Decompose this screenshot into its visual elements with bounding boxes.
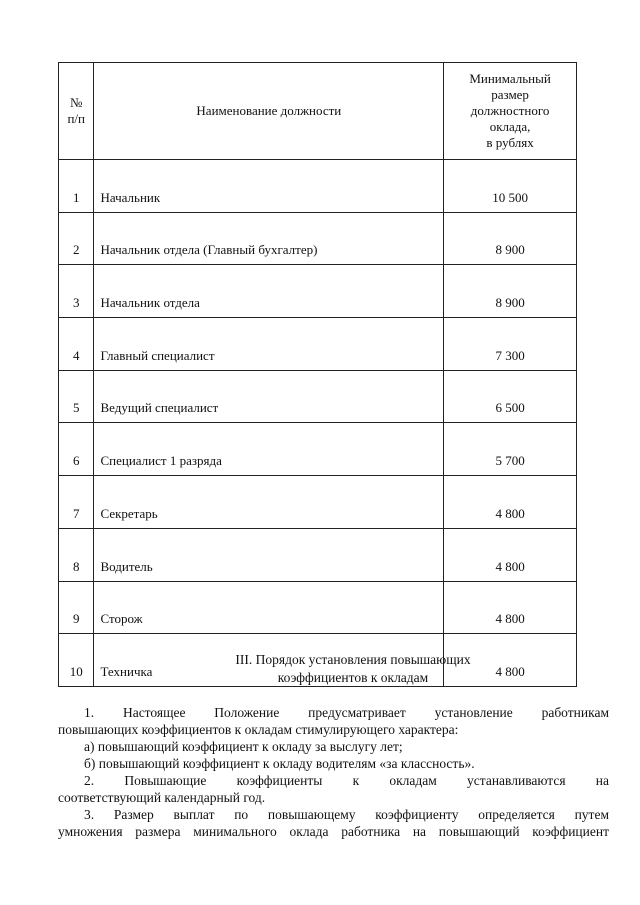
paragraph-1-line-1: 1. Настоящее Положение предусматривает установление работникам bbox=[84, 705, 609, 720]
header-min-salary bbox=[444, 63, 577, 160]
row-position: Начальник bbox=[94, 160, 444, 213]
table-row bbox=[59, 318, 577, 371]
row-salary: 6 500 bbox=[444, 370, 577, 423]
row-salary: 4 800 bbox=[444, 581, 577, 634]
header-salary-line: Минимальный bbox=[469, 71, 551, 86]
table-header-row bbox=[59, 63, 577, 160]
row-salary: 10 500 bbox=[444, 160, 577, 213]
table-row bbox=[59, 265, 577, 318]
row-salary: 4 800 bbox=[444, 476, 577, 529]
header-num bbox=[59, 63, 94, 160]
row-salary: 5 700 bbox=[444, 423, 577, 476]
paragraph-2-line-1: 2. Повышающие коэффициенты к окладам устанавливаются на bbox=[84, 773, 609, 788]
row-salary: 4 800 bbox=[444, 634, 577, 687]
paragraph-3-line-1: 3. Размер выплат по повышающему коэффициенту определяется путем bbox=[84, 807, 609, 822]
row-position: Секретарь bbox=[94, 476, 444, 529]
table-row bbox=[59, 160, 577, 213]
header-position-name: Наименование должности bbox=[94, 63, 444, 160]
salary-table bbox=[58, 62, 577, 687]
row-position: Специалист 1 разряда bbox=[94, 423, 444, 476]
row-position: Главный специалист bbox=[94, 318, 444, 371]
row-salary: 8 900 bbox=[444, 212, 577, 265]
row-salary: 8 900 bbox=[444, 265, 577, 318]
paragraph-2-line-2: соответствующий календарный год. bbox=[58, 790, 266, 805]
section-title bbox=[58, 651, 640, 687]
row-salary: 4 800 bbox=[444, 528, 577, 581]
row-num: 9 bbox=[59, 581, 94, 634]
paragraph-3-line-2: умножения размера минимального оклада работника на повышающий коэффициент bbox=[58, 824, 609, 839]
row-num: 3 bbox=[59, 265, 94, 318]
row-num: 4 bbox=[59, 318, 94, 371]
row-position: Техничка bbox=[94, 634, 444, 687]
row-position: Водитель bbox=[94, 528, 444, 581]
table-row bbox=[59, 370, 577, 423]
section-title-line: III. Порядок установления повышающих bbox=[235, 652, 471, 667]
row-num: 7 bbox=[59, 476, 94, 529]
list-item-a: а) повышающий коэффициент к окладу за выслугу лет; bbox=[84, 739, 403, 754]
paragraph-1-line-2: повышающих коэффициентов к окладам стимулирующего характера: bbox=[58, 722, 459, 737]
table-row bbox=[59, 528, 577, 581]
row-position: Ведущий специалист bbox=[94, 370, 444, 423]
header-salary-line: в рублях bbox=[486, 135, 534, 150]
header-num-line: № bbox=[70, 95, 83, 110]
row-num: 6 bbox=[59, 423, 94, 476]
row-salary: 7 300 bbox=[444, 318, 577, 371]
row-position: Начальник отдела (Главный бухгалтер) bbox=[94, 212, 444, 265]
row-position: Начальник отдела bbox=[94, 265, 444, 318]
table-row bbox=[59, 423, 577, 476]
section-title-line: коэффициентов к окладам bbox=[277, 670, 429, 685]
header-salary-line: оклада, bbox=[489, 119, 531, 134]
header-salary-line: должностного bbox=[470, 103, 550, 118]
row-num: 5 bbox=[59, 370, 94, 423]
table-row bbox=[59, 212, 577, 265]
list-item-b: б) повышающий коэффициент к окладу водителям «за классность». bbox=[84, 756, 475, 771]
header-salary-line: размер bbox=[491, 87, 529, 102]
row-num: 10 bbox=[59, 634, 94, 687]
row-num: 1 bbox=[59, 160, 94, 213]
header-num-line: п/п bbox=[67, 111, 85, 126]
table-row bbox=[59, 476, 577, 529]
row-num: 8 bbox=[59, 528, 94, 581]
row-position: Сторож bbox=[94, 581, 444, 634]
table-row bbox=[59, 581, 577, 634]
row-num: 2 bbox=[59, 212, 94, 265]
